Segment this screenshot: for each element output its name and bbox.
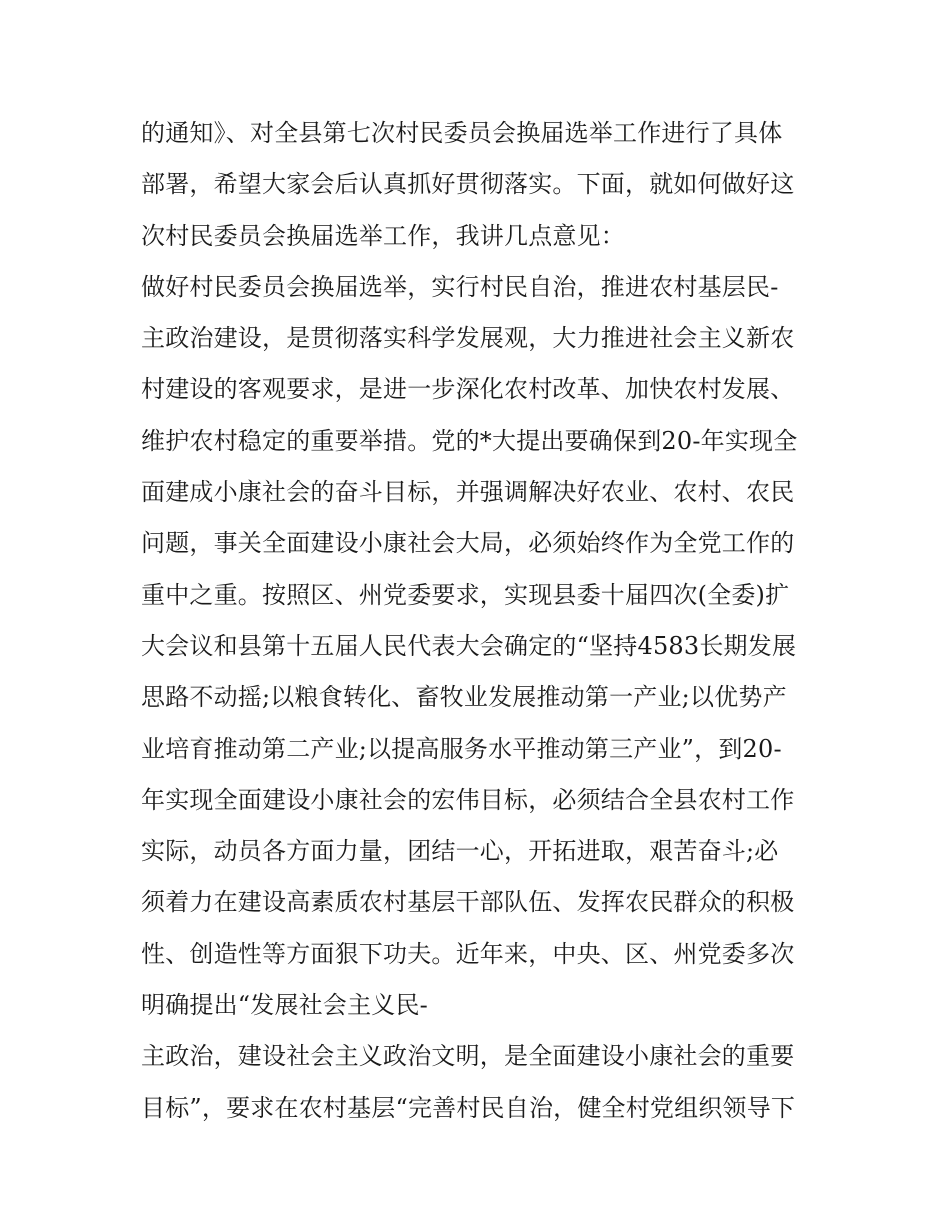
text-line: 部署，希望大家会后认真抓好贯彻落实。下面，就如何做好这 <box>141 170 795 199</box>
text-line: 明确提出“发展社会主义民- <box>141 991 428 1020</box>
text-line: 面建成小康社会的奋斗目标，并强调解决好农业、农村、农民 <box>141 478 795 507</box>
text-line: 性、创造性等方面狠下功夫。近年来，中央、区、州党委多次 <box>141 939 795 968</box>
text-line: 须着力在建设高素质农村基层干部队伍、发挥农民群众的积极 <box>141 888 795 917</box>
text-line: 重中之重。按照区、州党委要求，实现县委十届四次(全委)扩 <box>141 580 790 609</box>
text-line: 业培育推动第二产业;以提高服务水平推动第三产业”，到20- <box>141 734 782 763</box>
text-line: 年实现全面建设小康社会的宏伟目标，必须结合全县农村工作 <box>141 785 795 814</box>
text-line: 实际，动员各方面力量，团结一心，开拓进取，艰苦奋斗;必 <box>141 837 779 866</box>
text-line: 主政治，建设社会主义政治文明，是全面建设小康社会的重要 <box>141 1042 795 1071</box>
body-text <box>141 108 821 1134</box>
text-line: 主政治建设，是贯彻落实科学发展观，大力推进社会主义新农 <box>141 324 795 353</box>
text-line: 的通知》、对全县第七次村民委员会换届选举工作进行了具体 <box>141 119 783 147</box>
text-line: 做好村民委员会换届选举，实行村民自治，推进农村基层民- <box>141 272 779 301</box>
text-line: 大会议和县第十五届人民代表大会确定的“坚持4583长期发展 <box>141 631 797 660</box>
text-line: 村建设的客观要求，是进一步深化农村改革、加快农村发展、 <box>141 375 795 404</box>
text-line: 维护农村稳定的重要举措。党的*大提出要确保到20-年实现全 <box>141 426 798 455</box>
text-line: 次村民委员会换届选举工作，我讲几点意见： <box>141 221 625 250</box>
text-line: 问题，事关全面建设小康社会大局，必须始终作为全党工作的 <box>141 529 795 558</box>
text-line: 目标”，要求在农村基层“完善村民自治，健全村党组织领导下 <box>141 1093 796 1122</box>
text-line: 思路不动摇;以粮食转化、畜牧业发展推动第一产业;以优势产 <box>141 683 787 712</box>
